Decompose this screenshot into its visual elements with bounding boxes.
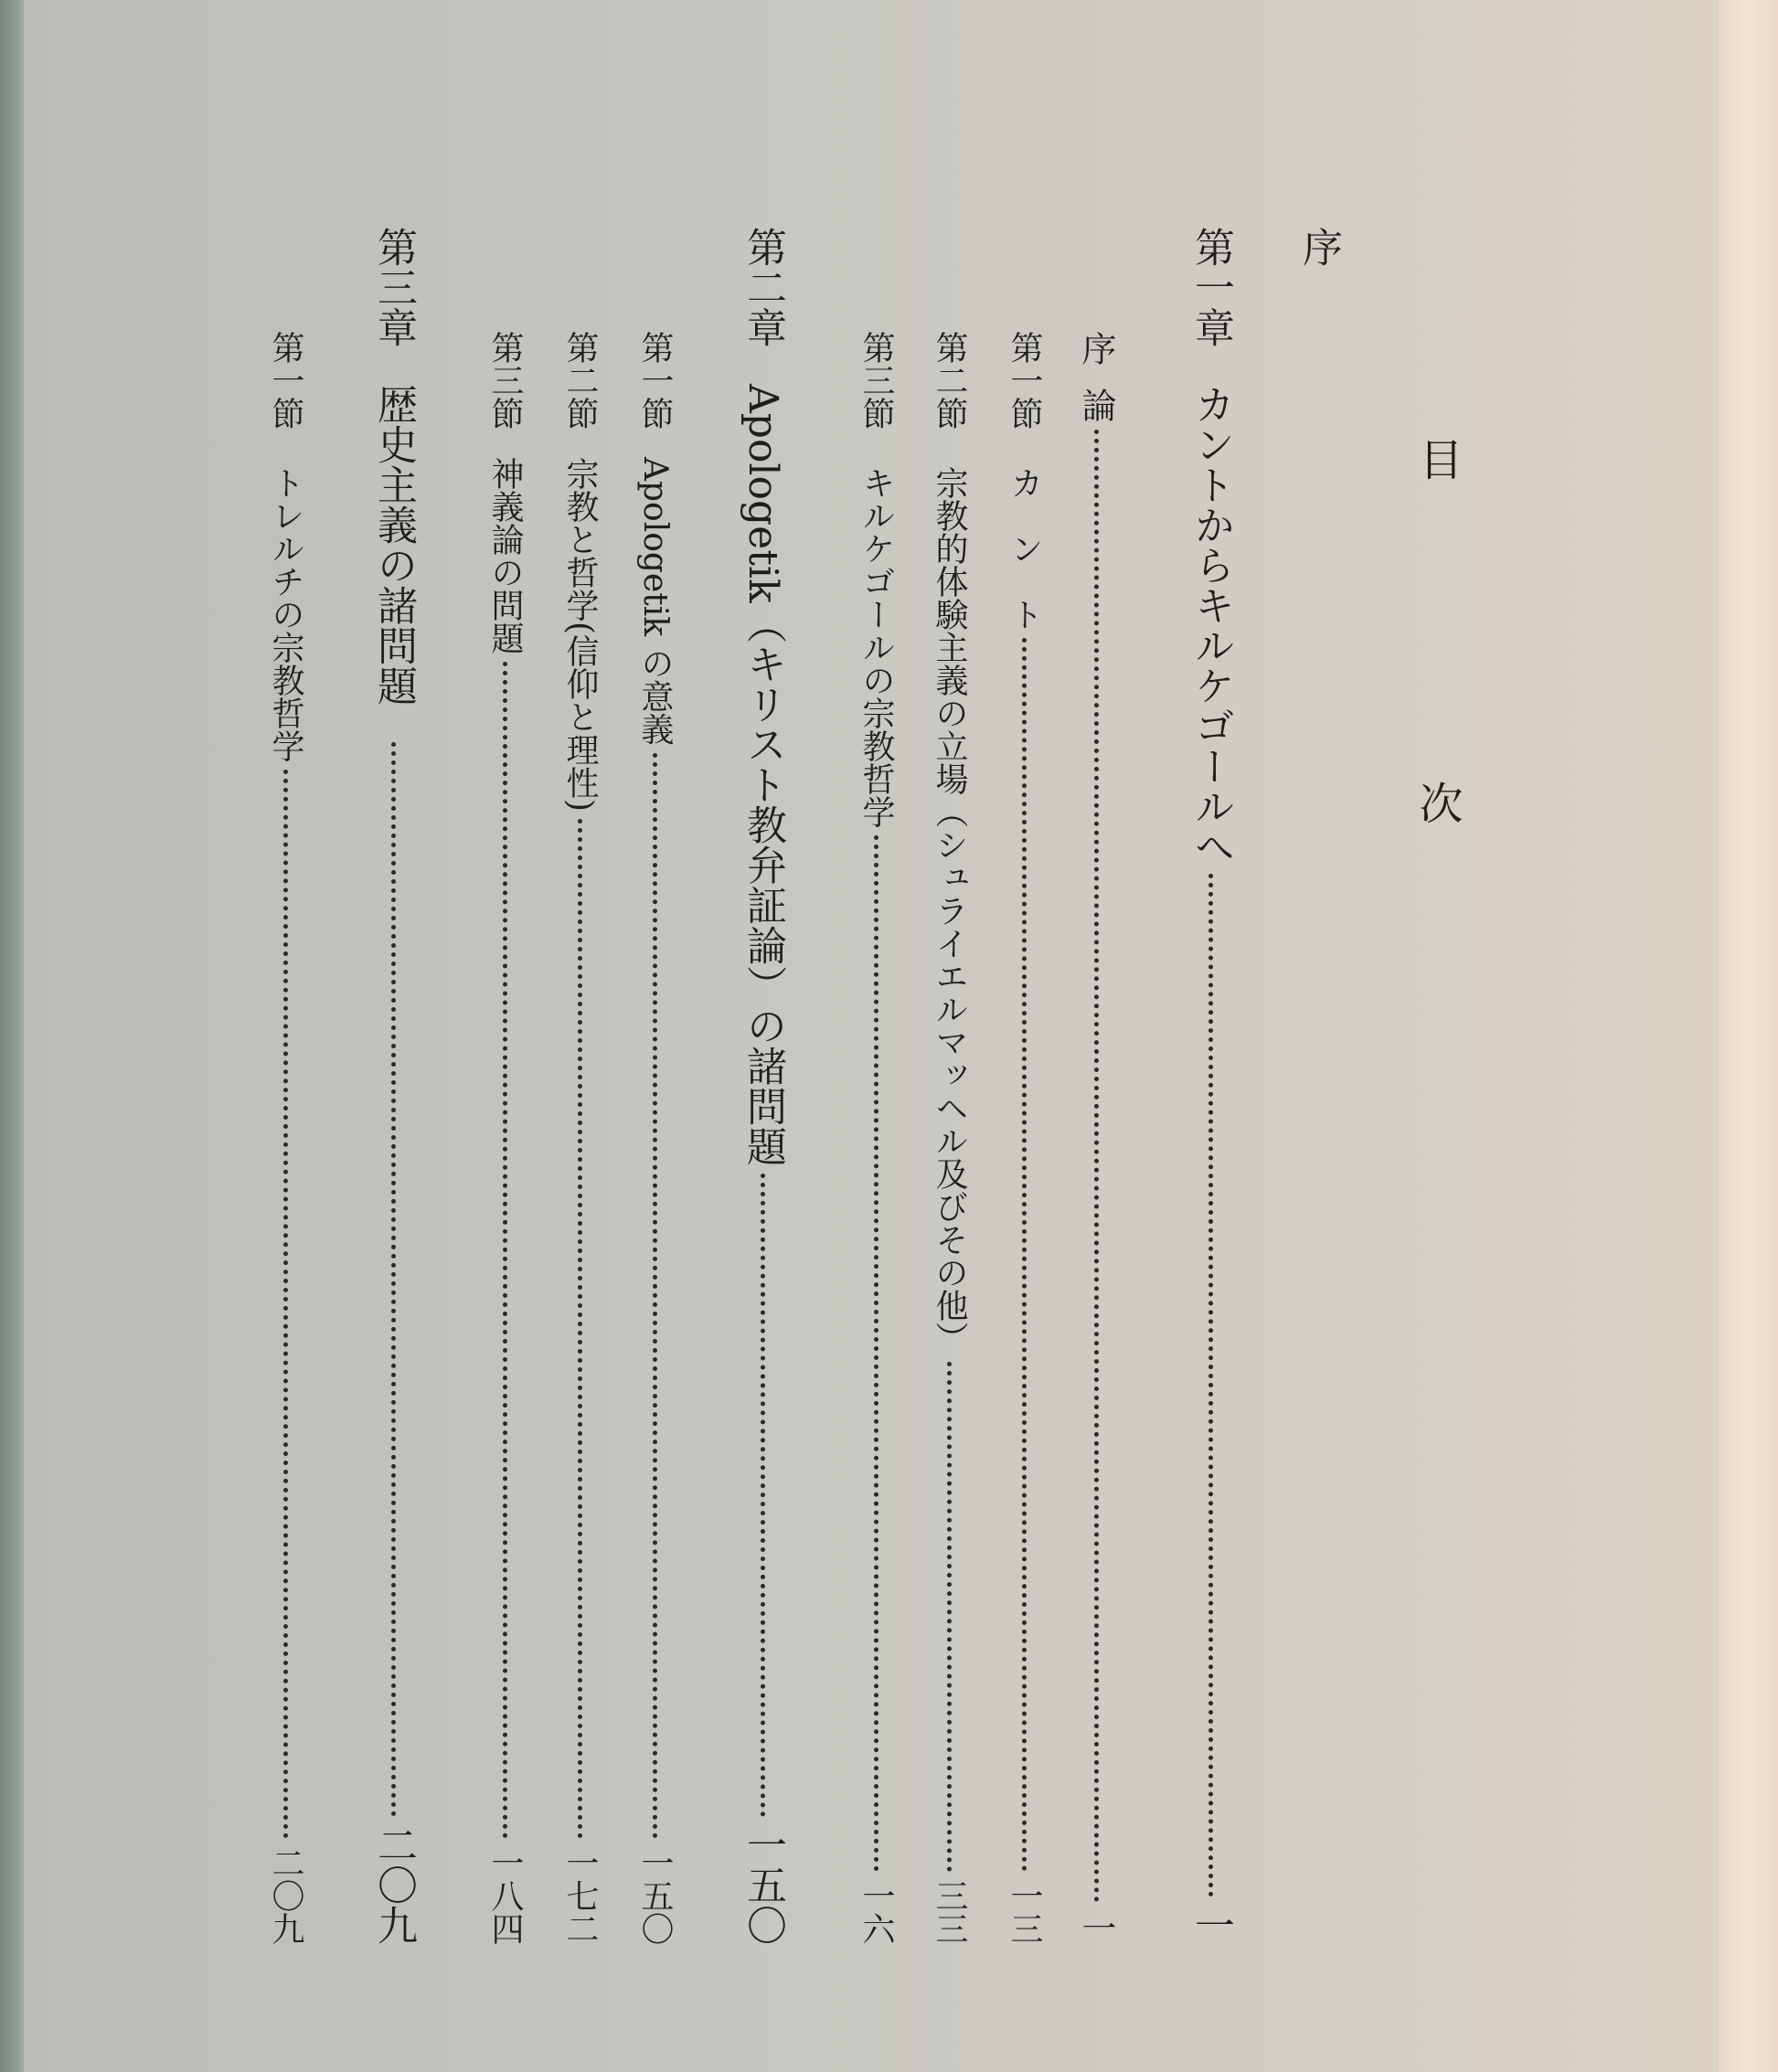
section-number: 第一節 <box>1006 331 1043 430</box>
leader-dots <box>391 742 396 1817</box>
section-number: 第一節 <box>636 331 674 430</box>
page-number: 一五〇 <box>740 1824 786 1945</box>
toc-title: 目 次 <box>1411 437 1463 952</box>
toc-chapter-2[interactable] <box>740 227 786 1945</box>
leader-dots <box>1022 638 1027 1872</box>
section-number: 第二節 <box>931 331 968 430</box>
page-number: 二〇九 <box>267 1846 304 1945</box>
section-title: キルケゴールの宗教哲学 <box>857 466 895 828</box>
leader-dots <box>503 662 507 1839</box>
section-title: トレルチの宗教哲学 <box>267 466 304 762</box>
section-number: 序 <box>1076 331 1116 366</box>
section-number: 第二節 <box>561 331 599 430</box>
toc-preface: 序 <box>1295 227 1342 267</box>
page-number: 一六 <box>857 1879 895 1945</box>
section-title: カ ン ト <box>1006 466 1043 631</box>
section-title: 論 <box>1076 388 1116 422</box>
page-edge <box>1719 0 1778 2072</box>
toc-item-1-3[interactable] <box>857 331 895 1945</box>
page-number: 二〇九 <box>370 1824 417 1945</box>
page-number: 一 <box>1187 1905 1234 1945</box>
leader-dots <box>1208 874 1213 1897</box>
section-title: 宗教的体験主義の立場（シュライエルマッヘル及びその他） <box>931 466 968 1355</box>
page-number: 三三 <box>931 1879 968 1945</box>
toc-item-3-0[interactable] <box>269 331 302 1945</box>
leader-dots <box>761 1174 765 1817</box>
page-number: 一七二 <box>561 1846 599 1945</box>
toc-chapter-3[interactable] <box>370 227 417 1945</box>
section-title: Apologetik の意義 <box>636 457 674 746</box>
section-title: 宗教と哲学(信仰と理性) <box>561 457 599 813</box>
toc-item-1-1[interactable] <box>1006 331 1043 1945</box>
leader-dots <box>1094 430 1099 1903</box>
page-number: 一 <box>1076 1910 1116 1945</box>
leader-dots <box>874 835 878 1872</box>
page-number: 一八四 <box>486 1846 524 1945</box>
toc-chapter-1[interactable] <box>1187 227 1234 1945</box>
page-number: 一三 <box>1006 1879 1043 1945</box>
leader-dots <box>653 753 657 1840</box>
section-number: 第三節 <box>486 331 524 430</box>
leader-dots <box>283 770 288 1839</box>
toc-item-1-0[interactable] <box>1076 331 1116 1945</box>
chapter-number: 第三章 <box>370 227 417 347</box>
book-spine <box>0 0 26 2072</box>
section-number: 第三節 <box>857 331 895 430</box>
chapter-title: Apologetik（キリスト教弁証論）の諸問題 <box>740 384 786 1166</box>
leader-dots <box>578 819 582 1839</box>
chapter-title: カントからキルケゴールへ <box>1187 384 1234 866</box>
toc-item-2-0[interactable] <box>636 331 674 1945</box>
section-number: 第一節 <box>267 331 304 430</box>
toc-item-2-1[interactable] <box>561 331 599 1945</box>
leader-dots <box>947 1362 952 1872</box>
chapter-title: 歴史主義の諸問題 <box>370 384 417 706</box>
toc-item-2-2[interactable] <box>486 331 524 1945</box>
section-title: 神義論の問題 <box>486 457 524 654</box>
chapter-number: 第一章 <box>1187 227 1234 347</box>
chapter-number: 第二章 <box>740 227 786 347</box>
page-number: 一五〇 <box>636 1846 674 1945</box>
toc-item-1-2[interactable] <box>931 331 968 1945</box>
